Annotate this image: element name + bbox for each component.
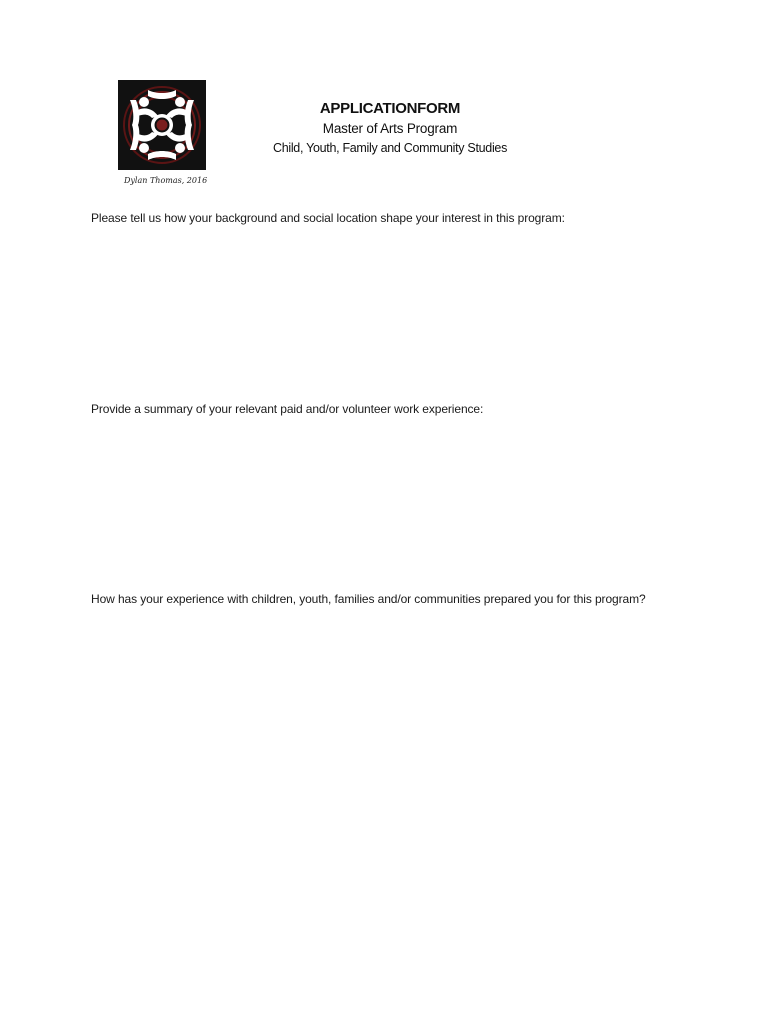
department-name: Child, Youth, Family and Community Studies [272, 141, 508, 155]
form-header [240, 100, 540, 156]
program-logo [118, 80, 206, 170]
logo-block [118, 80, 210, 185]
program-name: Master of Arts Program [322, 121, 458, 136]
question-work-experience: Provide a summary of your relevant paid and/or volunteer work experience: [91, 402, 484, 416]
form-title: APPLICATIONFORM [319, 100, 461, 117]
question-background: Please tell us how your background and social location shape your interest in this program: [91, 211, 565, 225]
question-community-experience: How has your experience with children, youth, families and/or communities prepared you for this program? [91, 592, 646, 606]
artist-signature: Dylan Thomas, 2016 [124, 176, 208, 185]
